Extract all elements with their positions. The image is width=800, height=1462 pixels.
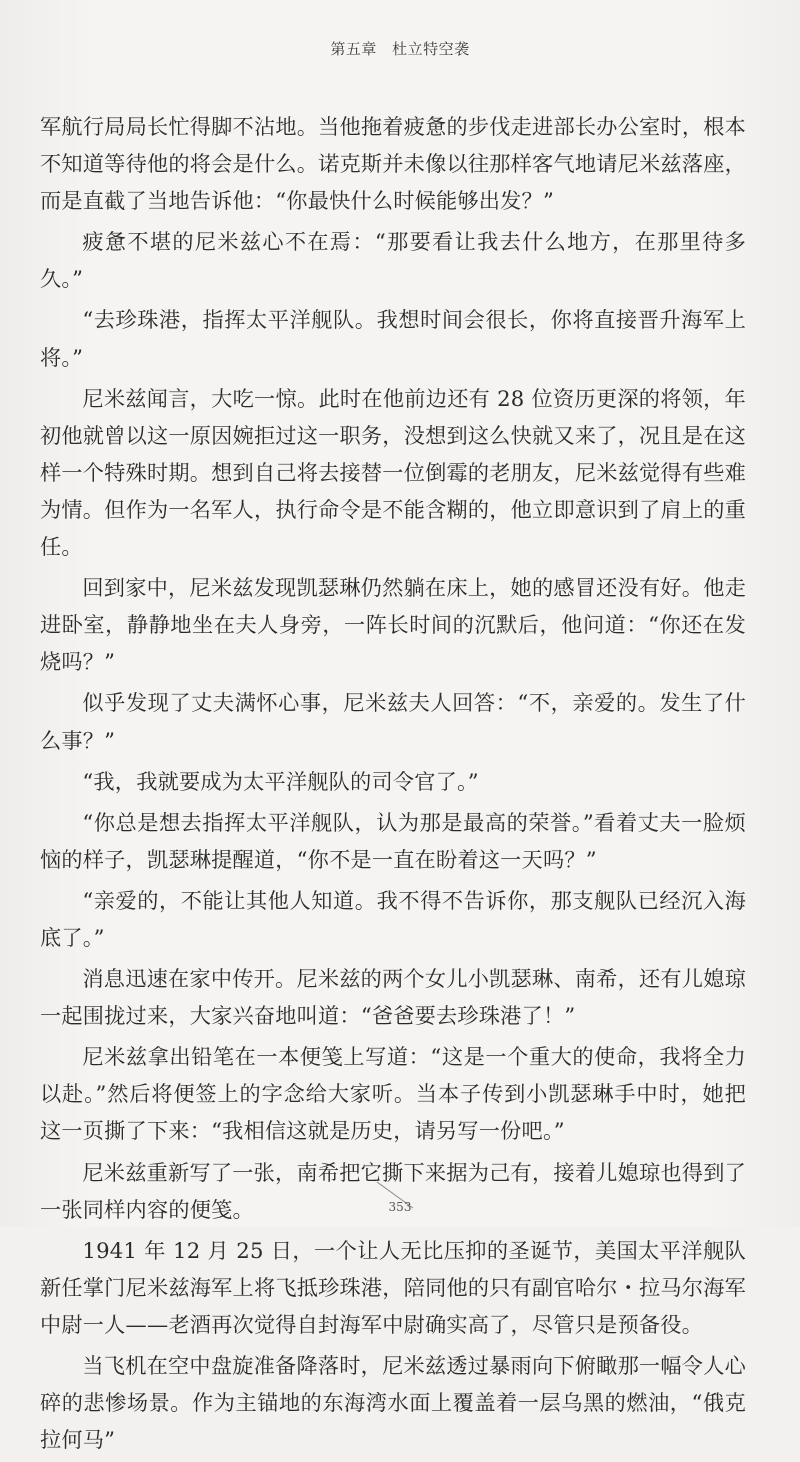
paragraph: “去珍珠港，指挥太平洋舰队。我想时间会很长，你将直接晋升海军上将。” (40, 307, 746, 370)
paragraph: 尼米兹闻言，大吃一惊。此时在他前边还有 28 位资历更深的将领，年初他就曾以这一原因婉拒过这一职务，没想到这么快就又来了，况且是在这样一个特殊时期。想到自己将去接替一位倒霉的老朋友，尼米兹觉得有些难为情。但作为一名军人，执行命令是不能含糊的，他立即意识到了肩上的重任。 (40, 385, 746, 560)
chapter-title: 杜立特空袭 (392, 40, 470, 58)
body-text (40, 108, 746, 1462)
paragraph: 似乎发现了丈夫满怀心事，尼米兹夫人回答：“不，亲爱的。发生了什么事？” (40, 690, 746, 753)
paragraph: 尼米兹拿出铅笔在一本便笺上写道：“这是一个重大的使命，我将全力以赴。”然后将便签上的字念给大家听。当本子传到小凯瑟琳手中时，她把这一页撕了下来：“我相信这就是历史，请另写一份吧。” (40, 1044, 746, 1144)
paragraph: “我，我就要成为太平洋舰队的司令官了。” (82, 768, 479, 794)
paragraph: 军航行局局长忙得脚不沾地。当他拖着疲惫的步伐走进部长办公室时，根本不知道等待他的将会是什么。诺克斯并未像以往那样客气地请尼米兹落座，而是直截了当地告诉他：“你最快什么时候能够出发？” (40, 114, 746, 214)
paragraph: 消息迅速在家中传开。尼米兹的两个女儿小凯瑟琳、南希，还有儿媳琼一起围拢过来，大家兴奋地叫道：“爸爸要去珍珠港了！” (40, 966, 746, 1029)
paragraph: “亲爱的，不能让其他人知道。我不得不告诉你，那支舰队已经沉入海底了。” (40, 887, 746, 950)
paragraph: 疲惫不堪的尼米兹心不在焉：“那要看让我去什么地方，在那里待多久。” (40, 229, 746, 292)
paragraph: 当飞机在空中盘旋准备降落时，尼米兹透过暴雨向下俯瞰那一幅令人心碎的悲惨场景。作为主锚地的东海湾水面上覆盖着一层乌黑的燃油，“俄克拉何马” (40, 1353, 746, 1453)
page-number: 353 (388, 1200, 412, 1214)
paragraph: 1941 年 12 月 25 日，一个让人无比压抑的圣诞节，美国太平洋舰队新任掌门尼米兹海军上将飞抵珍珠港，陪同他的只有副官哈尔・拉马尔海军中尉一人——老酒再次觉得自封海军中尉确实高了，尽管只是预备役。 (40, 1237, 746, 1337)
running-header (0, 38, 800, 59)
paragraph: 回到家中，尼米兹发现凯瑟琳仍然躺在床上，她的感冒还没有好。他走进卧室，静静地坐在夫人身旁，一阵长时间的沉默后，他问道：“你还在发烧吗？” (40, 575, 746, 675)
paragraph: “你总是想去指挥太平洋舰队，认为那是最高的荣誉。”看着丈夫一脸烦恼的样子，凯瑟琳提醒道，“你不是一直在盼着这一天吗？” (40, 809, 746, 872)
paragraph: 尼米兹重新写了一张，南希把它撕下来据为己有，接着儿媳琼也得到了一张同样内容的便笺。 (40, 1159, 746, 1222)
chapter-label: 第五章 (330, 40, 377, 58)
